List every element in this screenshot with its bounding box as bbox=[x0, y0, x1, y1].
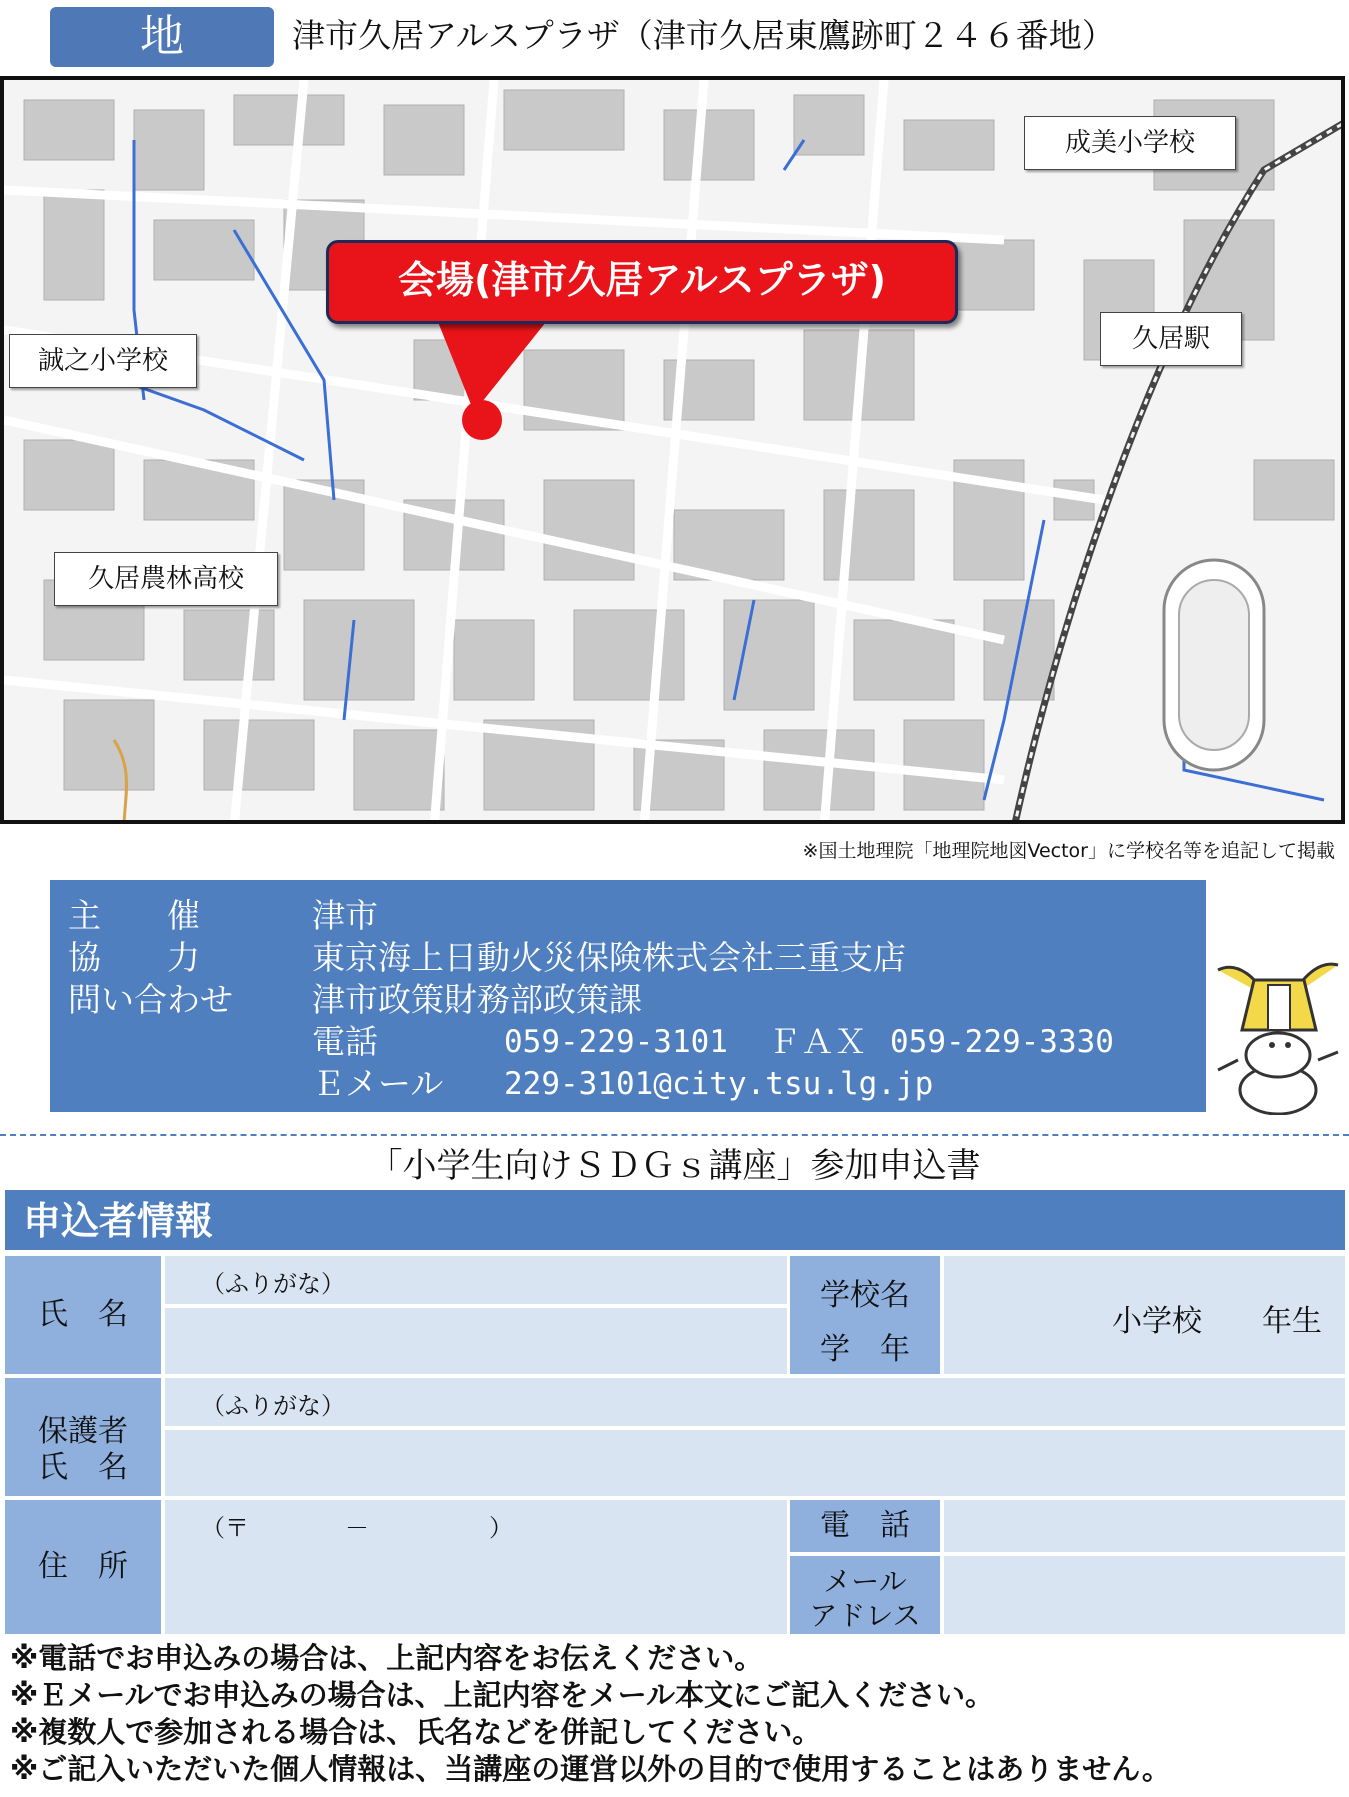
form-title: 「小学生向けＳＤＧｓ講座」参加申込書 bbox=[368, 1146, 981, 1186]
postal-code-label: （〒 － ） bbox=[201, 1514, 513, 1542]
fax-label: ＦＡＸ bbox=[768, 1022, 867, 1061]
note-item: ※複数人で参加される場合は、氏名などを併記してください。 bbox=[10, 1715, 822, 1749]
venue-address-title: 津市久居アルスプラザ（津市久居東鷹跡町２４６番地） bbox=[292, 16, 1115, 55]
mascot-icon bbox=[1208, 940, 1348, 1115]
phone-value[interactable]: 059-229-3101 bbox=[504, 1024, 728, 1060]
school-grade-field[interactable] bbox=[944, 1256, 1345, 1374]
school-suffix: 小学校 bbox=[1112, 1304, 1202, 1339]
guardian-furigana-field[interactable] bbox=[165, 1378, 1345, 1426]
cut-line bbox=[0, 1134, 1349, 1136]
name-label: 氏 名 bbox=[5, 1256, 161, 1374]
cooperation-label: 協 力 bbox=[68, 938, 200, 977]
fax-value: 059-229-3330 bbox=[890, 1024, 1114, 1060]
school-grade-label bbox=[790, 1256, 940, 1374]
organizer-info-box bbox=[50, 880, 1206, 1112]
guardian-label-line1: 保護者 bbox=[38, 1414, 128, 1449]
email-field-label bbox=[790, 1556, 940, 1634]
map-credit: ※国土地理院「地理院地図Vector」に学校名等を追記して掲載 bbox=[802, 840, 1335, 862]
venue-marker-icon bbox=[462, 400, 502, 440]
name-field[interactable] bbox=[165, 1308, 787, 1374]
email-field[interactable] bbox=[944, 1556, 1345, 1634]
note-item: ※ご記入いただいた個人情報は、当講座の運営以外の目的で使用することはありません。 bbox=[10, 1752, 1171, 1786]
organizer-label: 主 催 bbox=[68, 896, 200, 935]
address-field[interactable] bbox=[165, 1500, 787, 1634]
grade-suffix: 年生 bbox=[1262, 1304, 1322, 1339]
contact-value: 津市政策財務部政策課 bbox=[312, 980, 642, 1019]
map[interactable] bbox=[0, 76, 1345, 824]
phone-label: 電話 bbox=[312, 1022, 378, 1061]
applicant-info-header: 申込者情報 bbox=[5, 1190, 1345, 1250]
organizer-value: 津市 bbox=[312, 896, 378, 935]
landmark-hisai-station: 久居駅 bbox=[1100, 312, 1242, 366]
notes bbox=[10, 1640, 1171, 1788]
furigana-label: （ふりがな） bbox=[201, 1270, 345, 1298]
contact-label: 問い合わせ bbox=[68, 980, 233, 1019]
name-furigana-field[interactable] bbox=[165, 1256, 787, 1304]
email-label: Ｅメール bbox=[312, 1064, 444, 1103]
guardian-label-line2: 氏 名 bbox=[38, 1450, 128, 1485]
landmark-seibi-elementary: 成美小学校 bbox=[1024, 116, 1236, 170]
guardian-name-label bbox=[5, 1378, 161, 1496]
landmark-seishi-elementary: 誠之小学校 bbox=[9, 334, 197, 388]
grade-label: 学 年 bbox=[820, 1332, 910, 1367]
note-item: ※Ｅメールでお申込みの場合は、上記内容をメール本文にご記入ください。 bbox=[10, 1678, 995, 1712]
email-value[interactable]: 229-3101@city.tsu.lg.jp bbox=[504, 1066, 934, 1102]
note-item: ※電話でお申込みの場合は、上記内容をお伝えください。 bbox=[10, 1641, 764, 1675]
venue-callout: 会場(津市久居アルスプラザ) bbox=[326, 240, 958, 324]
cooperation-value: 東京海上日動火災保険株式会社三重支店 bbox=[312, 938, 906, 977]
map-background bbox=[4, 80, 1345, 824]
furigana-label: （ふりがな） bbox=[201, 1392, 345, 1420]
address-label: 住 所 bbox=[5, 1500, 161, 1634]
map-section-badge: 地 bbox=[50, 7, 274, 67]
mail-label-line2: アドレス bbox=[809, 1599, 921, 1632]
mail-label-line1: メール bbox=[823, 1565, 907, 1598]
phone-field[interactable] bbox=[944, 1500, 1345, 1552]
school-label: 学校名 bbox=[820, 1278, 910, 1313]
landmark-hisai-agricultural-high: 久居農林高校 bbox=[54, 552, 278, 606]
guardian-name-field[interactable] bbox=[165, 1430, 1345, 1496]
phone-field-label: 電 話 bbox=[790, 1500, 940, 1552]
